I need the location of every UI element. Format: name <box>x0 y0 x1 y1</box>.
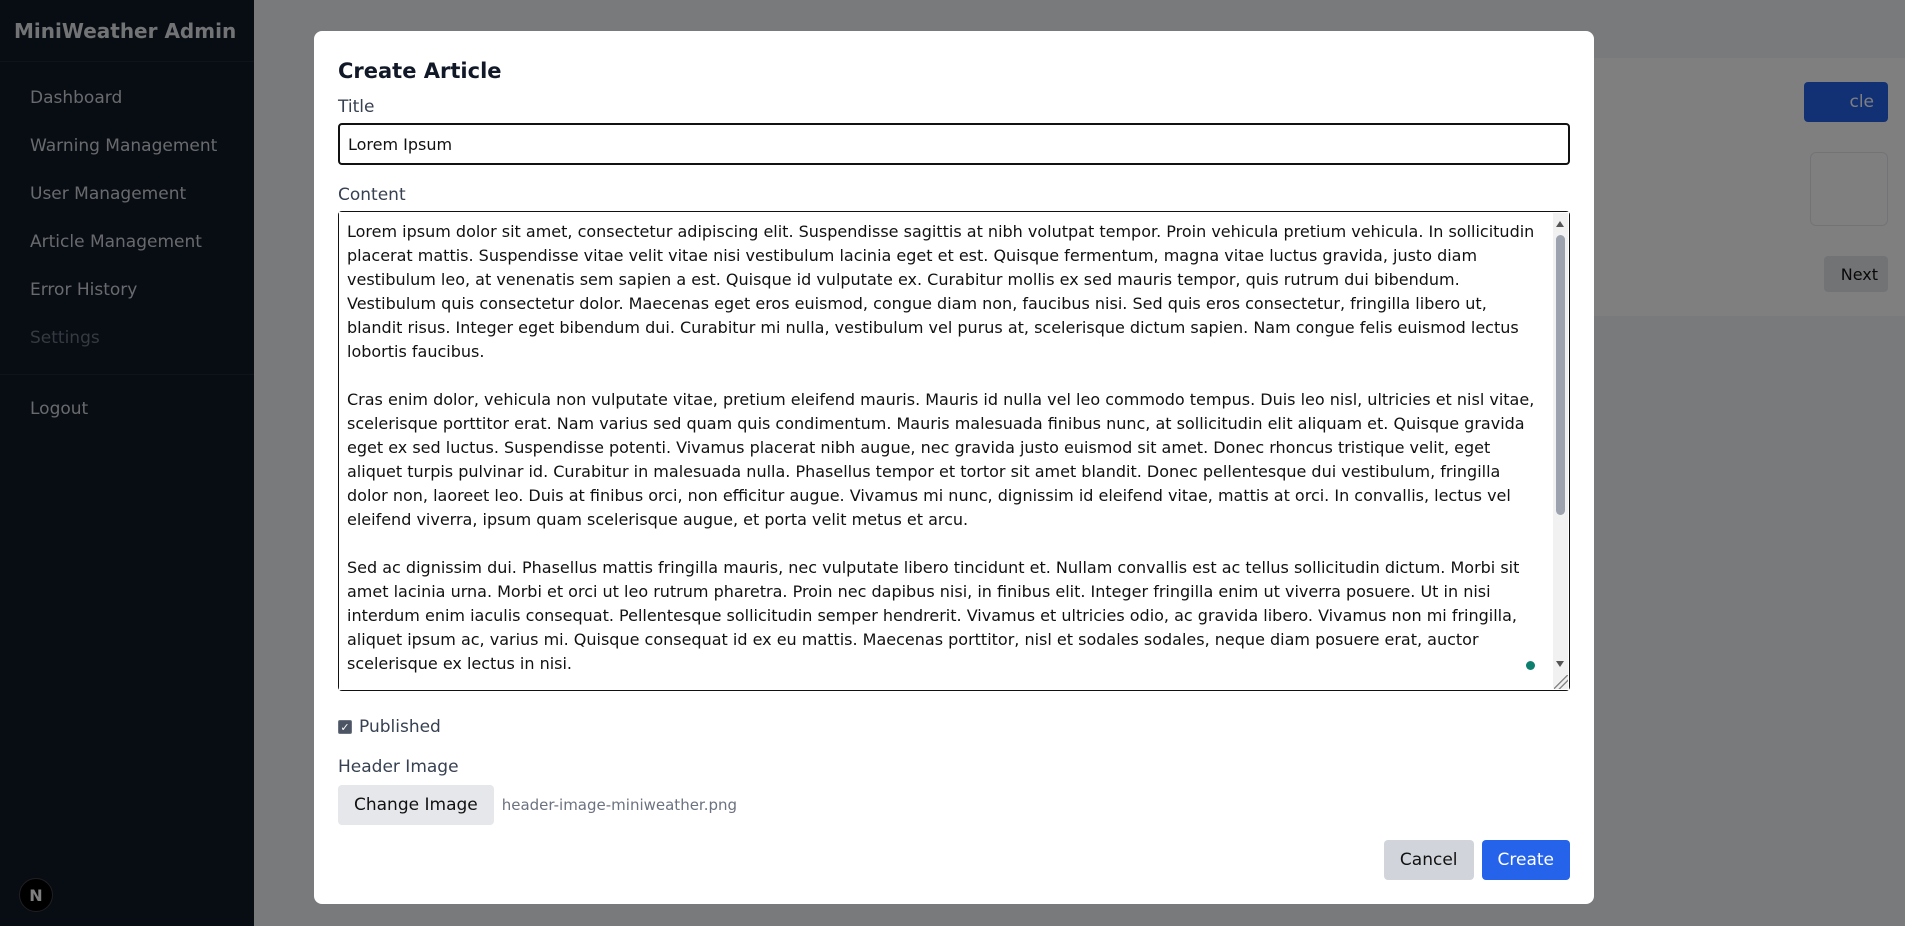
header-image-filename: header-image-miniweather.png <box>501 796 738 814</box>
content-label: Content <box>338 185 406 205</box>
content-scrollbar[interactable] <box>1553 213 1568 689</box>
scroll-up-arrow-icon[interactable] <box>1556 221 1564 227</box>
modal-actions <box>1384 840 1570 880</box>
change-image-button[interactable]: Change Image <box>338 785 494 825</box>
title-input[interactable] <box>338 123 1570 165</box>
published-checkbox[interactable]: ✓ <box>338 720 352 734</box>
published-label[interactable]: Published <box>359 717 441 737</box>
title-label: Title <box>338 97 375 117</box>
published-row <box>338 715 1570 739</box>
header-image-row <box>338 785 1570 825</box>
header-image-label: Header Image <box>338 757 459 777</box>
cancel-button[interactable]: Cancel <box>1384 840 1474 880</box>
content-textarea-wrapper <box>338 211 1570 691</box>
scroll-thumb[interactable] <box>1556 235 1565 515</box>
resize-handle-icon[interactable] <box>1554 675 1568 689</box>
content-textarea[interactable] <box>339 212 1569 690</box>
grammar-check-icon[interactable] <box>1526 661 1535 670</box>
create-button[interactable]: Create <box>1482 840 1571 880</box>
create-article-modal <box>314 31 1594 904</box>
modal-title: Create Article <box>338 59 502 83</box>
scroll-down-arrow-icon[interactable] <box>1556 661 1564 667</box>
